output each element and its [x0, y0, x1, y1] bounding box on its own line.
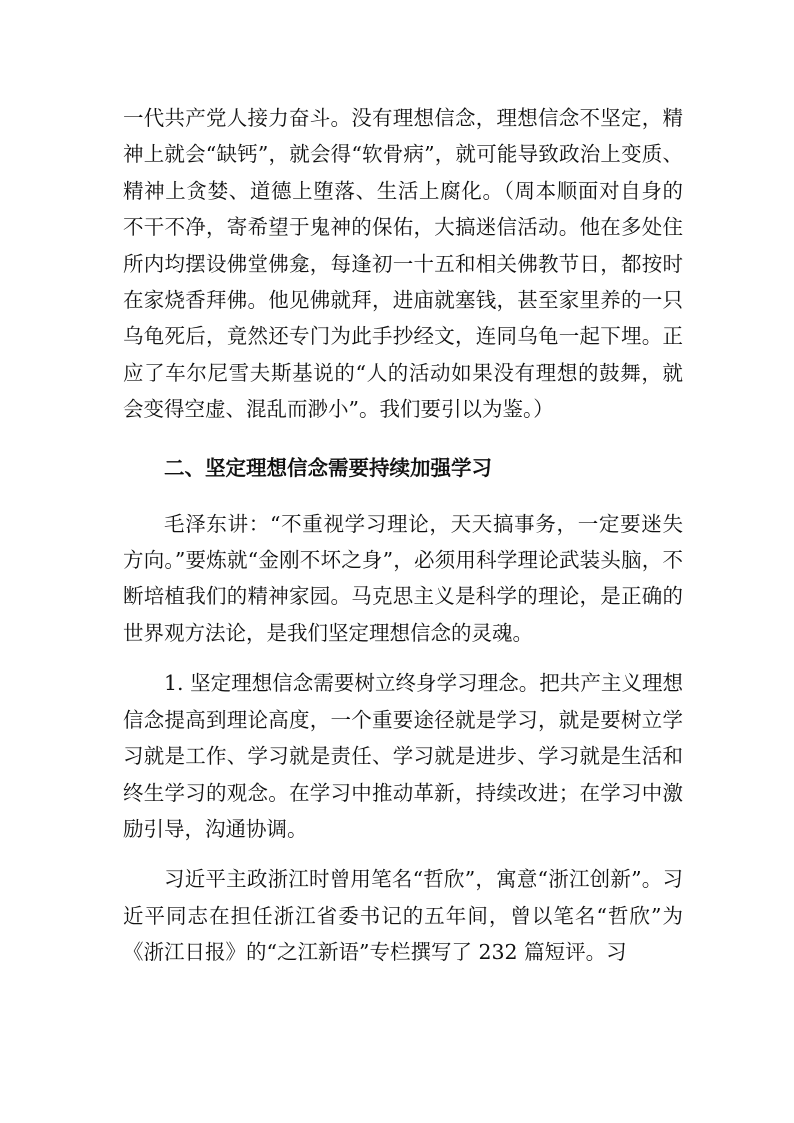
paragraph-zhexin: 习近平主政浙江时曾用笔名“哲欣”，寓意“浙江创新”。习近平同志在担任浙江省委书记的五年间，曾以笔名“哲欣”为《浙江日报》的“之江新语”专栏撰写了 232 篇短评。习	[123, 867, 683, 965]
document-body	[123, 100, 683, 971]
paragraph-continuation: 一代共产党人接力奋斗。没有理想信念，理想信念不坚定，精神上就会“缺钙”，就会得“软骨病”，就可能导致政治上变质、精神上贪婪、道德上堕落、生活上腐化。（周本顺面对自身的不干不净，寄希望于鬼神的保佑，大搞迷信活动。他在多处住所内均摆设佛堂佛龛，每逢初一十五和相关佛教节日，都按时在家烧香拜佛。他见佛就拜，进庙就塞钱，甚至家里养的一只乌龟死后，竟然还专门为此手抄经文，连同乌龟一起下埋。正应了车尔尼雪夫斯基说的“人的活动如果没有理想的鼓舞，就会变得空虚、混乱而渺小”。我们要引以为鉴。）	[123, 106, 683, 422]
section-heading: 二、坚定理想信念需要持续加强学习	[164, 455, 492, 480]
paragraph-mao-quote: 毛泽东讲：“不重视学习理论，天天搞事务，一定要迷失方向。”要炼就“金刚不坏之身”，必须用科学理论武装头脑，不断培植我们的精神家园。马克思主义是科学的理论，是正确的世界观方法论，是我们坚定理想信念的灵魂。	[123, 511, 683, 645]
paragraph-lifelong-learning: 1. 坚定理想信念需要树立终身学习理念。把共产主义理想信念提高到理论高度，一个重要途径就是学习，就是要树立学习就是工作、学习就是责任、学习就是进步、学习就是生活和终生学习的观念。在学习中推动革新，持续改进；在学习中激励引导，沟通协调。	[123, 671, 683, 841]
